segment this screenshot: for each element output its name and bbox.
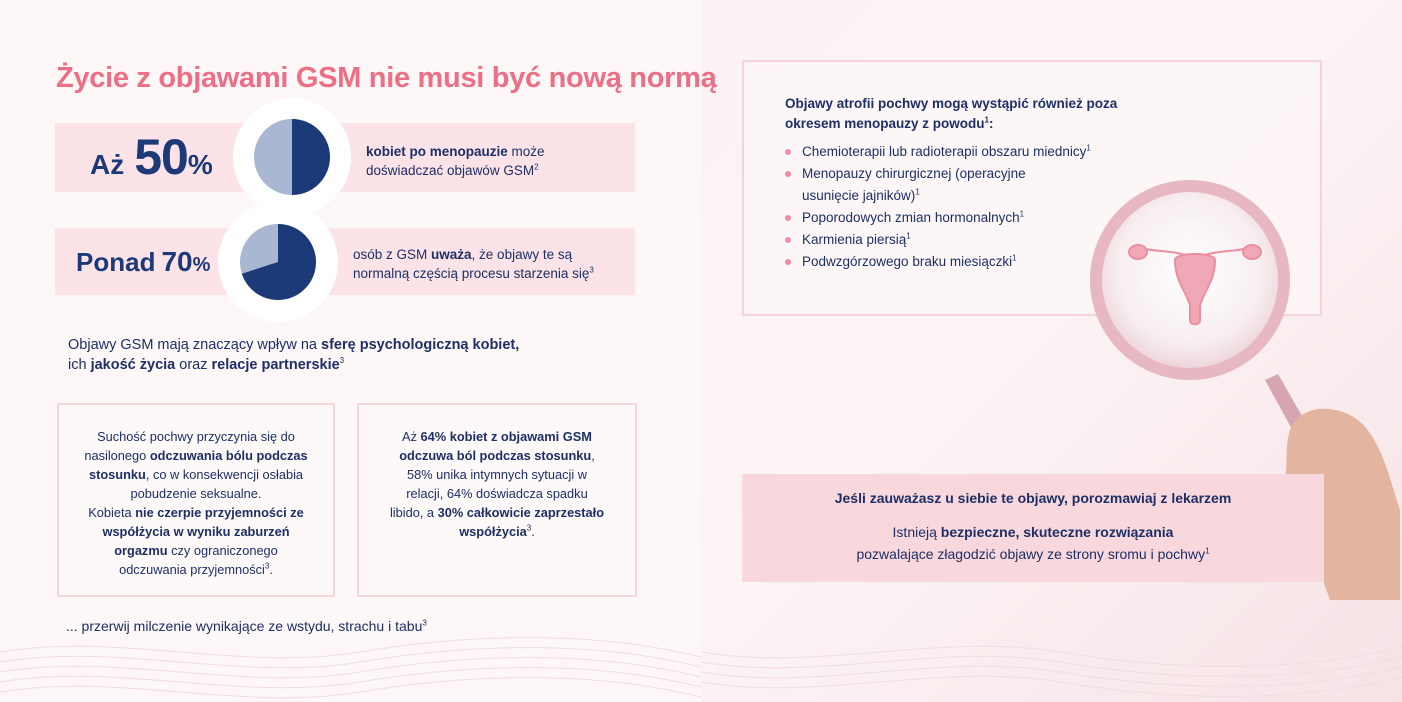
stat2-bold: uważa bbox=[431, 247, 472, 262]
stat1-percent: % bbox=[187, 149, 213, 180]
causes-list-item bbox=[785, 251, 1165, 273]
causes-list-item bbox=[785, 163, 1052, 207]
card1-text-f: czy ograniczonego odczuwania przyjemności bbox=[119, 543, 278, 577]
card1-end: . bbox=[269, 562, 273, 577]
stat1-bold: kobiet po menopauzie bbox=[366, 144, 508, 159]
causes-item-ref: 1 bbox=[1012, 253, 1017, 263]
stat1-pie-chart bbox=[252, 117, 332, 197]
bullet-icon bbox=[785, 237, 791, 243]
stat1-prefix: Aż bbox=[90, 149, 125, 180]
card1-bold-b: odczuwania bólu podczas stosunku bbox=[88, 448, 308, 482]
card2-end: . bbox=[531, 524, 535, 539]
impact-text-1: Objawy GSM mają znaczący wpływ na bbox=[68, 337, 322, 353]
cta-text-b: pozwalające złagodzić objawy ze strony sromu i pochwy bbox=[856, 546, 1206, 562]
causes-item-ref: 1 bbox=[915, 187, 920, 197]
cta-ref: 1 bbox=[1205, 546, 1210, 556]
causes-heading bbox=[785, 94, 1145, 134]
causes-heading-end: : bbox=[989, 116, 994, 131]
causes-list-item bbox=[785, 141, 1165, 163]
cta-bold: bezpieczne, skuteczne rozwiązania bbox=[940, 524, 1174, 540]
info-card-statistics bbox=[357, 403, 637, 597]
stat2-number bbox=[76, 246, 210, 278]
break-silence-text bbox=[66, 618, 427, 634]
info-card-pain bbox=[57, 403, 335, 597]
page-title: Życie z objawami GSM nie musi być nową normą bbox=[56, 62, 717, 94]
stat2-text-before: osób z GSM bbox=[353, 247, 432, 262]
stat1-ref: 2 bbox=[534, 162, 539, 172]
causes-item-label: Karmienia piersią bbox=[802, 232, 907, 247]
stat1-pie-value-slice bbox=[292, 119, 330, 195]
card1-text-d: Kobieta bbox=[88, 505, 136, 520]
impact-ref: 3 bbox=[339, 356, 345, 366]
stat2-pie-chart bbox=[238, 222, 318, 302]
card1-text-c: , co w konsekwencji osłabia pobudzenie seksualne. bbox=[130, 467, 304, 501]
stat2-value: 70 bbox=[161, 246, 193, 277]
stat1-value: 50 bbox=[134, 129, 188, 185]
card1-bold-e: nie czerpie przyjemności ze współżycia w wyniku zaburzeń orgazmu bbox=[102, 505, 304, 558]
causes-item-label: Menopauzy chirurgicznej (operacyjne usunięcie jajników) bbox=[802, 166, 1026, 203]
cta-title: Jeśli zauważasz u siebie te objawy, porozmawiaj z lekarzem bbox=[834, 490, 1232, 506]
stat2-prefix: Ponad bbox=[76, 247, 156, 277]
card2-text-c: , 58% unika intymnych sytuacji w relacji, 64% doświadcza spadku libido, a bbox=[389, 448, 595, 520]
causes-list bbox=[785, 141, 1165, 273]
impact-bold-1: sferę psychologiczną kobiet, bbox=[321, 337, 520, 353]
causes-item-ref: 1 bbox=[1086, 143, 1091, 153]
stat1-description bbox=[366, 142, 616, 180]
causes-heading-text: Objawy atrofii pochwy mogą wystąpić również poza okresem menopauzy z powodu bbox=[785, 96, 1118, 131]
impact-text-3: oraz bbox=[175, 357, 212, 373]
bullet-icon bbox=[785, 149, 791, 155]
impact-bold-2: jakość życia bbox=[90, 357, 176, 373]
impact-text-2: ich bbox=[68, 357, 91, 373]
stat2-text-after: , że objawy te są normalną częścią procesu starzenia się bbox=[353, 247, 590, 281]
causes-item-label: Chemioterapii lub radioterapii obszaru miednicy bbox=[802, 144, 1087, 159]
card2-ref: 3 bbox=[526, 523, 532, 533]
card1-text-a: Suchość pochwy przyczynia się do nasilonego bbox=[84, 429, 295, 463]
stat2-description bbox=[353, 245, 623, 283]
bullet-icon bbox=[785, 215, 791, 221]
card1-ref: 3 bbox=[264, 561, 270, 571]
stat2-ref: 3 bbox=[589, 265, 594, 275]
bullet-icon bbox=[785, 259, 791, 265]
stat1-text: może doświadczać objawów GSM bbox=[366, 144, 545, 178]
cta-text-a: Istnieją bbox=[892, 524, 941, 540]
bullet-icon bbox=[785, 171, 791, 177]
break-silence-label: ... przerwij milczenie wynikające ze wstydu, strachu i tabu bbox=[66, 618, 423, 634]
cta-text bbox=[742, 521, 1324, 565]
causes-list-item bbox=[785, 229, 1165, 251]
card1-paragraph-1 bbox=[79, 427, 313, 503]
stat2-percent: % bbox=[192, 254, 211, 276]
impact-paragraph bbox=[68, 335, 588, 375]
card2-bold-b: 64% kobiet z objawami GSM odczuwa ból podczas stosunku bbox=[399, 429, 592, 463]
stat2-pie-holder bbox=[218, 202, 338, 322]
causes-list-item bbox=[785, 207, 1165, 229]
causes-item-ref: 1 bbox=[1019, 209, 1025, 219]
card2-bold-d: 30% całkowicie zaprzestało współżycia bbox=[437, 505, 605, 539]
card1-paragraph-2 bbox=[79, 503, 313, 579]
causes-item-label: Poporodowych zmian hormonalnych bbox=[802, 210, 1020, 225]
impact-bold-3: relacje partnerskie bbox=[211, 357, 340, 373]
causes-item-label: Podwzgórzowego braku miesiączki bbox=[802, 254, 1013, 269]
stat1-pie-holder bbox=[233, 98, 351, 216]
stat1-number bbox=[90, 128, 213, 188]
causes-item-ref: 1 bbox=[906, 231, 911, 241]
causes-heading-ref: 1 bbox=[984, 115, 989, 125]
break-silence-ref: 3 bbox=[422, 618, 427, 628]
card2-text-a: Aż bbox=[402, 429, 421, 444]
